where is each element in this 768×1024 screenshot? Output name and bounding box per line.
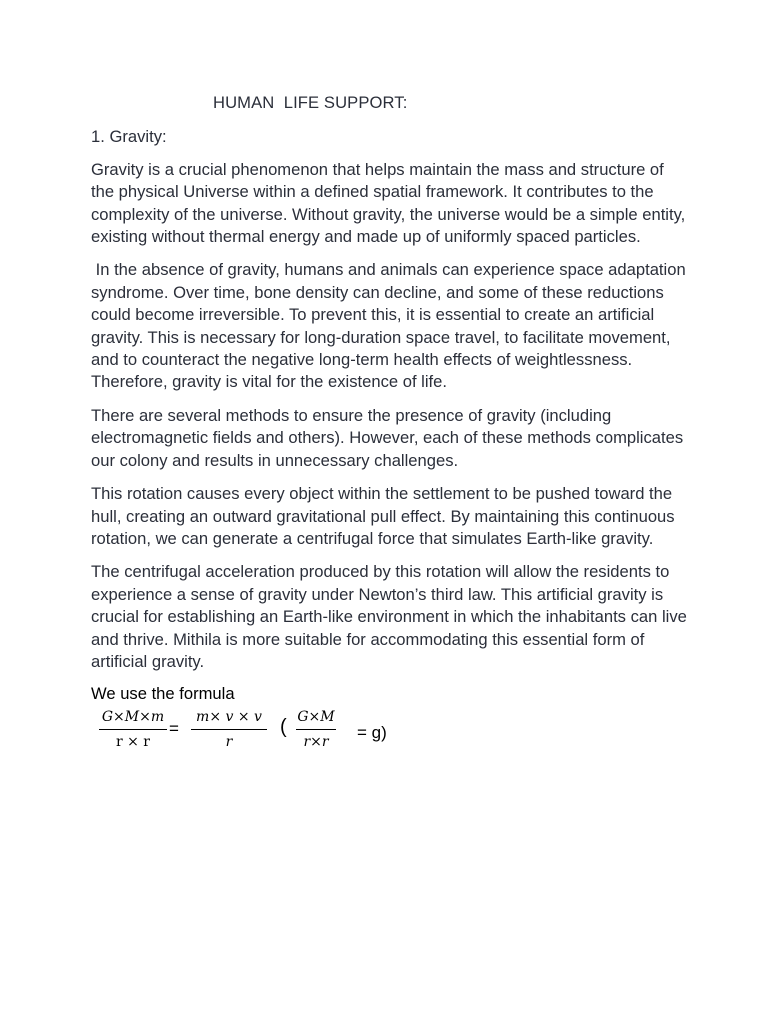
fraction-denominator: r (225, 733, 233, 750)
formula-label: We use the formula (91, 684, 235, 704)
fraction-denominator: r × r (115, 733, 150, 750)
open-parenthesis: ( (280, 715, 287, 738)
section-heading-gravity: 1. Gravity: (91, 127, 167, 147)
fraction-bar (99, 729, 167, 730)
fraction-denominator: r×r (303, 733, 329, 750)
paragraph-1: Gravity is a crucial phenomenon that helps maintain the mass and structure of the physical Universe within a defined spatial framework. It contributes to the complexity of the universe. Without gravity, the universe would be a simple entity, existing without thermal energy and made up of uniformly spaced particles. (91, 159, 690, 247)
gravity-formula (91, 708, 691, 758)
document-body (91, 92, 691, 758)
fraction-gravitational-force (99, 708, 167, 751)
fraction-numerator: G×M×m (101, 708, 165, 725)
paragraph-4: This rotation causes every object within the settlement to be pushed toward the hull, creating an outward gravitational pull effect. By maintaining this continuous rotation, we can generate a centrifugal force that simulates Earth-like gravity. (91, 484, 680, 548)
equals-g-closing: = g) (357, 722, 387, 742)
document-title: HUMAN LIFE SUPPORT: (213, 93, 408, 112)
paragraph-3: There are several methods to ensure the presence of gravity (including electromagnetic fields and others). However, each of these methods complicates our colony and results in unnecessary challenges. (91, 405, 688, 470)
paragraph-2: In the absence of gravity, humans and animals can experience space adaptation syndrome. Over time, bone density can decline, and some of these reductions could become irreversible. To prevent this, it is essential to create an artificial gravity. This is necessary for long-duration space travel, to facilitate movement, and to counteract the negative long-term health effects of weightlessness. Therefore, gravity is vital for the existence of life. (91, 260, 691, 392)
fraction-numerator: G×M (297, 708, 335, 725)
fraction-centripetal-force (191, 708, 267, 751)
fraction-gravity-acceleration (296, 708, 336, 751)
equals-sign: = (169, 718, 179, 738)
paragraph-5: The centrifugal acceleration produced by this rotation will allow the residents to experience a sense of gravity under Newton’s third law. This artificial gravity is crucial for establishing an Earth-like environment in which the inhabitants can live and thrive. Mithila is more suitable for accommodating this essential form of artificial gravity. (91, 562, 692, 671)
fraction-bar (296, 729, 336, 730)
fraction-numerator: m× v × v (196, 708, 262, 725)
fraction-bar (191, 729, 267, 730)
